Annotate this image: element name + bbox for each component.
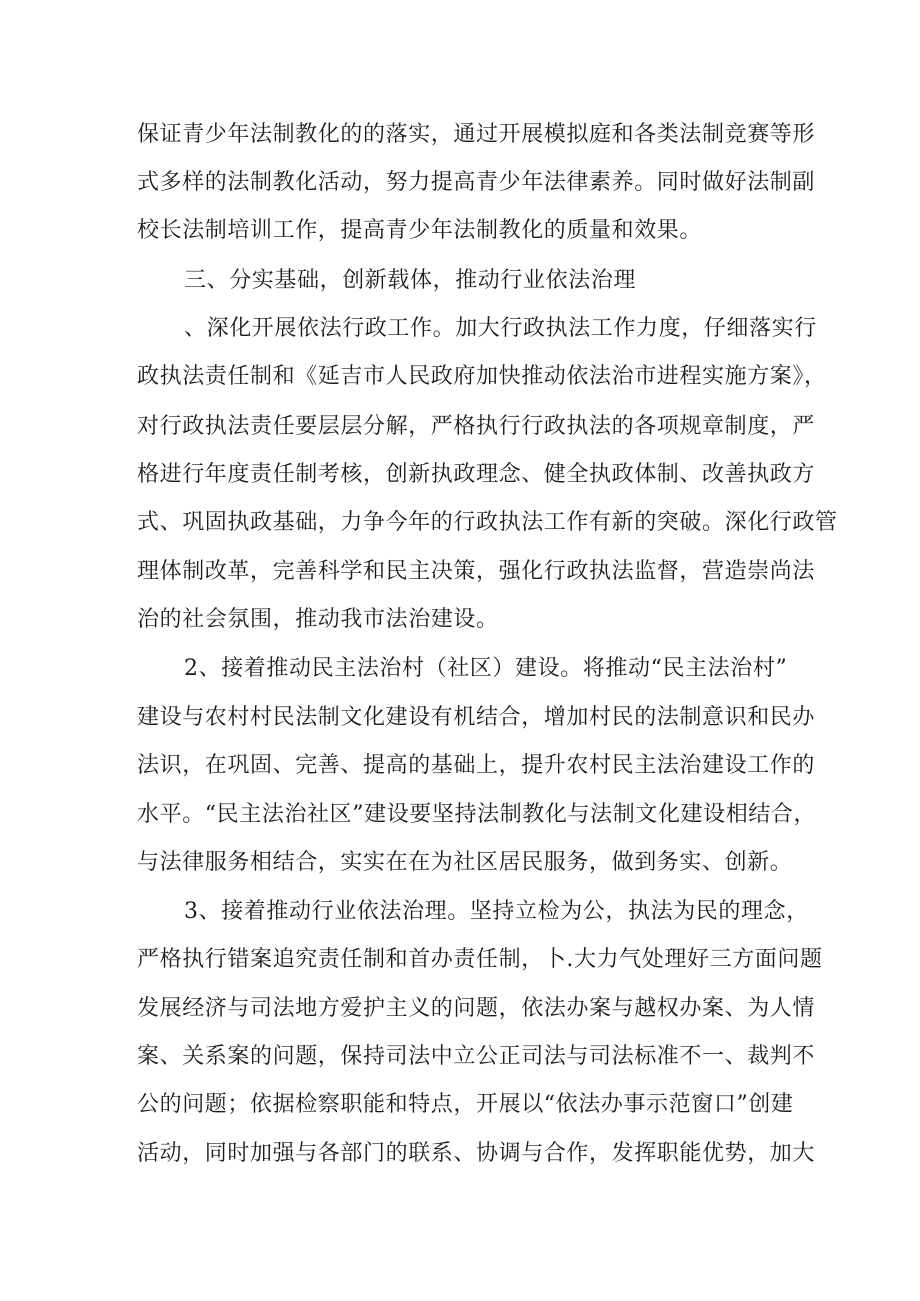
text-line: 保证青少年法制教化的的落实，通过开展模拟庭和各类法制竞赛等形 [137,122,816,147]
text-line: 式、巩固执政基础，力争今年的行政执法工作有新的突破。深化行政管 [137,510,838,535]
text-line: 活动，同时加强与各部门的联系、协调与合作，发挥职能优势，加大 [137,1141,816,1166]
text-line: 与法律服务相结合，实实在在为社区居民服务，做到务实、创新。 [137,850,793,875]
text-line: 发展经济与司法地方爱护主义的问题，依法办案与越权办案、为人情 [137,996,816,1021]
text-line: 格进行年度责任制考核，创新执政理念、健全执政体制、改善执政方 [137,462,816,487]
text-line: 公的问题；依据检察职能和特点，开展以“依法办事示范窗口”创建 [137,1092,794,1117]
text-line: 建设与农村村民法制文化建设有机结合，增加村民的法制意识和民办 [137,705,816,730]
text-line: 严格执行错案追究责任制和首办责任制，卜.大力气处理好三方面问题 [137,947,823,972]
text-line: 校长法制培训工作，提高青少年法制教化的质量和效果。 [137,218,703,243]
text-line: 政执法责任制和《延吉市人民政府加快推动依法治市进程实施方案》， [137,364,827,389]
text-line: 3、接着推动行业依法治理。坚持立检为公，执法为民的理念， [184,899,809,924]
text-line: 治的社会氛围，推动我市法治建设。 [137,607,499,632]
text-line: 案、关系案的问题，保持司法中立公正司法与司法标准不一、裁判不 [137,1044,816,1069]
text-line: 法识，在巩固、完善、提高的基础上，提升农村民主法治建设工作的 [137,753,816,778]
text-line: 2、接着推动民主法治村（社区）建设。将推动“民主法治村” [184,656,788,681]
section-heading: 三、分实基础，创新载体，推动行业依法治理 [184,268,637,293]
text-line: 对行政执法责任要层层分解，严格执行行政执法的各项规章制度，严 [137,414,816,439]
text-line: 理体制改革，完善科学和民主决策，强化行政执法监督，营造崇尚法 [137,559,816,584]
text-line: 水平。“民主法治社区”建设要坚持法制教化与法制文化建设相结合， [137,802,817,827]
text-line: 、深化开展依法行政工作。加大行政执法工作力度，仔细落实行 [184,316,817,341]
text-line: 式多样的法制教化活动，努力提高青少年法律素养。同时做好法制副 [137,170,816,195]
